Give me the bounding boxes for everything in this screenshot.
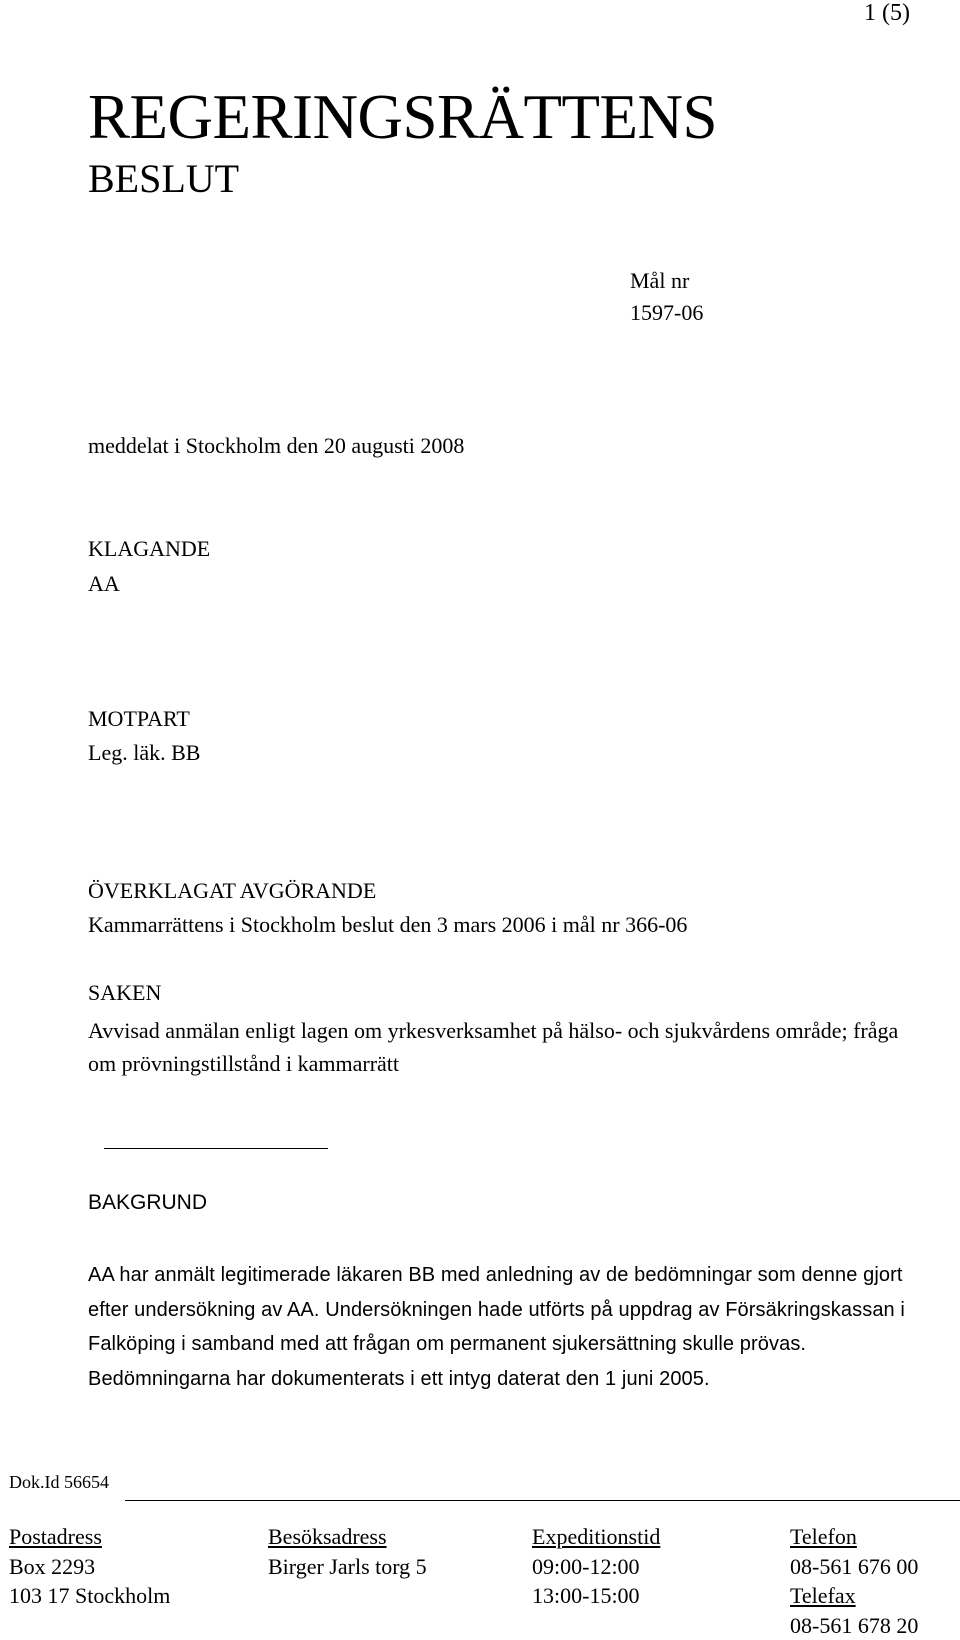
section-separator xyxy=(104,1148,328,1149)
footer-postadress xyxy=(9,1522,170,1611)
footer-telefax-value: 08-561 678 20 xyxy=(790,1611,918,1640)
footer-besoksadress-line1: Birger Jarls torg 5 xyxy=(268,1552,427,1582)
overklagat-heading: ÖVERKLAGAT AVGÖRANDE xyxy=(88,878,376,904)
footer-expeditionstid-line1: 09:00-12:00 xyxy=(532,1552,660,1582)
case-number: 1597-06 xyxy=(630,300,703,326)
saken-heading: SAKEN xyxy=(88,980,161,1006)
document-type: BESLUT xyxy=(88,156,239,202)
footer-expeditionstid-line2: 13:00-15:00 xyxy=(532,1581,660,1611)
footer-rule xyxy=(125,1500,960,1501)
motpart-heading: MOTPART xyxy=(88,706,190,732)
klagande-value: AA xyxy=(88,571,120,597)
footer-telefon-value: 08-561 676 00 xyxy=(790,1552,918,1582)
court-title: REGERINGSRÄTTENS xyxy=(88,82,717,152)
klagande-heading: KLAGANDE xyxy=(88,536,210,562)
overklagat-value: Kammarrättens i Stockholm beslut den 3 mars 2006 i mål nr 366-06 xyxy=(88,912,687,938)
case-number-label: Mål nr xyxy=(630,268,689,294)
page-number: 1 (5) xyxy=(864,0,910,26)
footer-postadress-label: Postadress xyxy=(9,1522,170,1552)
footer-besoksadress-label: Besöksadress xyxy=(268,1522,427,1552)
footer-besoksadress xyxy=(268,1522,427,1581)
bakgrund-heading: BAKGRUND xyxy=(88,1190,207,1216)
footer-telefon-label: Telefon xyxy=(790,1522,918,1552)
footer-expeditionstid xyxy=(532,1522,660,1611)
footer-postadress-line2: 103 17 Stockholm xyxy=(9,1581,170,1611)
issued-line: meddelat i Stockholm den 20 augusti 2008 xyxy=(88,433,464,459)
footer-postadress-line1: Box 2293 xyxy=(9,1552,170,1582)
bakgrund-text: AA har anmält legitimerade läkaren BB med anledning av de bedömningar som denne gjort efter undersökning av AA. Undersökningen hade utförts på uppdrag av Försäkringskassan i Falköping i samband med att frågan om permanent sjukersättning skulle prövas. Bedömningarna har dokumenterats i ett intyg daterat den 1 juni 2005. xyxy=(88,1258,940,1396)
footer-telefon xyxy=(790,1522,918,1640)
motpart-value: Leg. läk. BB xyxy=(88,740,200,766)
saken-value: Avvisad anmälan enligt lagen om yrkesverksamhet på hälso- och sjukvårdens område; fråga om prövningstillstånd i kammarrätt xyxy=(88,1014,928,1080)
footer-telefax-label: Telefax xyxy=(790,1581,918,1611)
document-id: Dok.Id 56654 xyxy=(9,1472,109,1492)
footer-expeditionstid-label: Expeditionstid xyxy=(532,1522,660,1552)
